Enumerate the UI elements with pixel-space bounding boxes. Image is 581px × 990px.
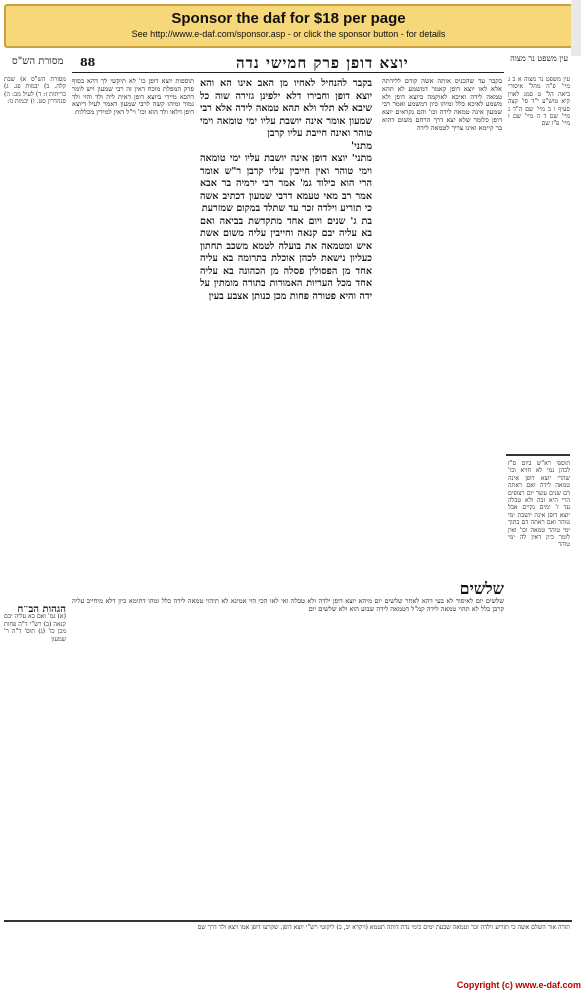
ein-mishpat-text: עין משפט נר מצוה א ב ג מיי' פ"ה מהל' איסורי ביאה הל' ט סמג לאוין קיא טוש"ע י"ד סי' קצה סעיף ו ב מיי' שם ה"ד ג מיי' שם ד ה מיי' שם ו מיי' פ"ו שם <box>508 76 570 128</box>
footnotes-text: תורה אור השלם אשה כי תזריע וילדה זכר וטמאה שבעת ימים כימי נדת דותה תטמא (ויקרא יב, ב) ליקוטי רש"י יוצא דופן. שקרעו דופן אמו ויצא ולד דרך שם <box>197 924 570 931</box>
masechet-label: מסורת הש"ס <box>12 56 64 67</box>
scroll-edge <box>571 0 581 56</box>
masoret-hashas-column <box>4 76 66 596</box>
copyright-link[interactable]: Copyright (c) www.e-daf.com <box>456 980 581 990</box>
masoret-hashas-text: מסורת הש"ס א) שבת קלה. ב) יבמות פג. ג) כריתות ז: ד) לעיל מב: ה) סנהדרין סט. ו) יבמות נז: <box>4 76 66 106</box>
gemara-bottom-text: בת ג' שנים ויום אחד מתקדשת בביאה ואם בא עליה יבם קנאה וחייבין עליה משום אשת איש ומטמאה את בועלה לטמא משכב תחתון כעליון נישאת לכהן אוכלת בתרומה בא עליה אחד מן הפסולין פסלה מן הכהונה בא עליה אחד מכל העריות האמורות בתורה מומתין על ידה והיא פטורה פחות מכן כנותן אצבע בעין <box>200 215 372 302</box>
page-number: 88 <box>80 56 96 69</box>
running-head: יוצא דופן פרק חמישי נדה <box>236 54 409 72</box>
sponsor-title[interactable]: Sponsor the daf for $18 per page <box>171 10 406 27</box>
hagahot-header: הגהות הב"ח <box>17 606 66 615</box>
dibbur-hamatchil-word: שלשים <box>459 580 504 598</box>
talmud-page <box>4 50 570 972</box>
rashi-column <box>382 78 502 568</box>
gemara-column <box>200 78 372 574</box>
header-rule <box>72 72 504 73</box>
margin-divider <box>506 454 570 456</box>
footnotes <box>4 924 570 964</box>
ein-mishpat-column <box>508 76 570 436</box>
bottom-commentary-text: שלשים יום לאיסור לא בעי דהא לאחר שלשים יום מיהא יוצא דופן ילדה ולא טבלה ואי לאו הכי הוי אמינא לא תיהוי טמאה לידה כלל ומהו דתימא כיון דלא מיחייב עליה קרבן כלל לא תהוי טמאה לידה קמ"ל דטמאה לידה שבוע הוא ולא שלשים יום <box>72 597 504 613</box>
tosafot-text: תוספות יוצא דופן כו' לא תיקשי לך דהא בסוף פרק המפלת מוכח דאין זה רבי שמעון ויש לומר דהכא מיירי ביוצא דופן דאית ליה ולד והוי ולד גמור ומיהו קשה לרבי שמעון דאמר לעיל דיוצא דופן דלאו ולד הוא וכו' וי"ל דאין למידין מכללות <box>72 78 194 117</box>
tosafot-column <box>72 78 194 574</box>
sponsor-subtitle[interactable]: See http://www.e-daf.com/sponsor.asp - or click the sponsor button - for details <box>131 29 446 39</box>
hagahot-column <box>4 606 66 726</box>
sponsor-banner[interactable] <box>4 4 573 48</box>
tosafot-rosh-column <box>508 460 570 960</box>
bottom-commentary <box>72 580 504 910</box>
gemara-top-text: בקבר להנחיל לאחיו מן האב אינו הא והא יוצא דופן וחבירו דלא ילפינן גזירה שוה כל שיבא לא תלד ולא תהא טמאה לידה אלא רבי שמעון אומר אינה יושבת עליו ימי טומאה וימי טוהר ואינה חייבת עליו קרבן <box>200 78 372 139</box>
page-header <box>4 54 570 72</box>
gemara-mid-text: מתני' יוצא דופן אינה יושבת עליו ימי טומאה וימי טוהר ואין חייבין עליו קרבן ר"ש אומר הרי הוא כילוד גמ' אמר רבי ירמיה בר אבא אמר רב מאי טעמא דרבי שמעון דכתיב אשה כי תזריע וילדה זכר עד שתלד במקום שמזרעת <box>200 153 372 214</box>
tosafot-rosh-text: תוספי רא"ש ביום ס"ז לכהן נמי לא חזיא וכו' שהרי יוצא דופן אינה טמאה לידה ואם ראתה דם שנים עשר יום רצופים הרי היא זבה ולא טבלה עד ז' ימים נקיים אבל יוצא דופן אינה יושבת ימי טוהר ואם ראתה דם בתוך ימי טוהר טמאה וכו' ואין לומר כיון דאין לה ימי טוהר <box>508 460 570 549</box>
rashi-text: בקבר עד שהכניס אותה אשה קודם ללידתה אלא לאו יוצא דופן קאמר דמשמע לא תהא טמאה לידה ואיכא לאוקמה ביוצא דופן ולא משמע לאיכא כלל ומיהו כיון דמשמע ואמר רבי שמעון אינה טמאה לידה וכו' והם נקראים יוצא דופן כלומר שלא יצא דרך הרחם משום דהוא בר קיימא ואינו צריך לטמאה לידה <box>382 78 502 132</box>
ein-mishpat-header: עין משפט נר מצוה <box>510 54 568 63</box>
mishna-label: מתני' <box>351 140 372 152</box>
hagahot-text: (א) גמ' ואם בא עליה יבם קנאה (ב) רש"י ד"ה פחות מכן כו' (ג) תוס' ד"ה ר' שמעון <box>4 613 66 643</box>
footnote-rule <box>4 920 572 922</box>
